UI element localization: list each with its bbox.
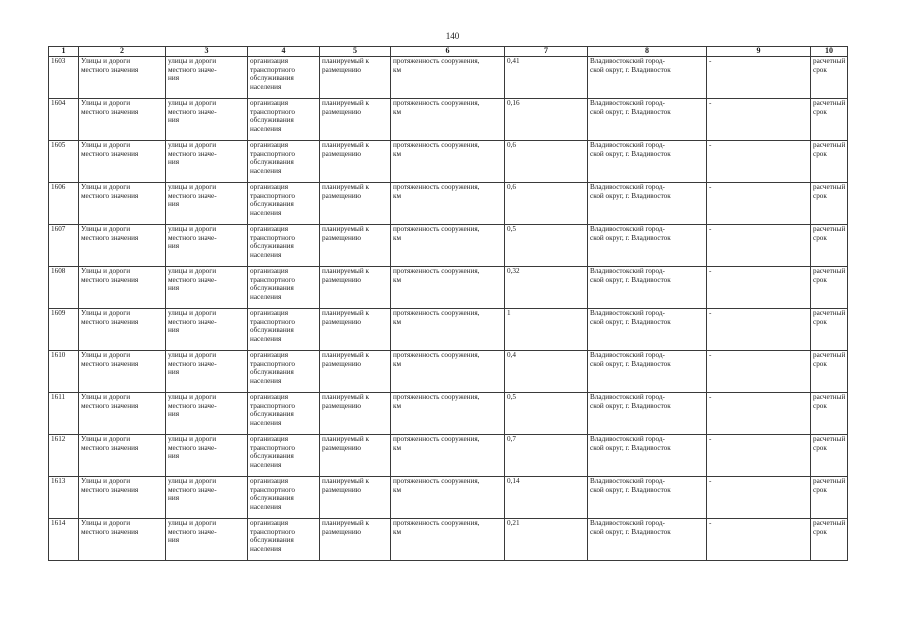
row-number-cell: 1610	[49, 351, 79, 393]
column-header: 4	[248, 47, 320, 57]
parameter-value-cell: 0,4	[505, 351, 588, 393]
object-purpose-cell: организация транспортного обслуживания населения	[248, 225, 320, 267]
term-cell: расчетный срок	[811, 141, 848, 183]
table-row	[49, 57, 848, 99]
zone-cell: -	[707, 141, 811, 183]
object-status-cell: планируемый к размещению	[320, 393, 391, 435]
row-number-cell: 1607	[49, 225, 79, 267]
object-kind-cell: улицы и дороги местного значе- ния	[166, 351, 248, 393]
parameter-name-cell: протяженность сооружения, км	[391, 183, 505, 225]
term-cell: расчетный срок	[811, 351, 848, 393]
object-status-cell: планируемый к размещению	[320, 435, 391, 477]
object-status-cell: планируемый к размещению	[320, 57, 391, 99]
object-status-cell: планируемый к размещению	[320, 225, 391, 267]
parameter-value-cell: 0,14	[505, 477, 588, 519]
table-row	[49, 99, 848, 141]
object-purpose-cell: организация транспортного обслуживания населения	[248, 309, 320, 351]
parameter-value-cell: 0,7	[505, 435, 588, 477]
term-cell: расчетный срок	[811, 99, 848, 141]
page-number: 140	[445, 31, 460, 41]
term-cell: расчетный срок	[811, 225, 848, 267]
parameter-name-cell: протяженность сооружения, км	[391, 519, 505, 561]
object-status-cell: планируемый к размещению	[320, 99, 391, 141]
object-kind-cell: улицы и дороги местного значе- ния	[166, 393, 248, 435]
object-category-cell: Улицы и дороги местного значения	[79, 57, 166, 99]
object-purpose-cell: организация транспортного обслуживания населения	[248, 267, 320, 309]
table-header-row	[49, 47, 848, 57]
location-cell: Владивостокский город- ской округ, г. Владивосток	[588, 477, 707, 519]
parameter-name-cell: протяженность сооружения, км	[391, 435, 505, 477]
location-cell: Владивостокский город- ской округ, г. Владивосток	[588, 393, 707, 435]
parameter-name-cell: протяженность сооружения, км	[391, 477, 505, 519]
zone-cell: -	[707, 267, 811, 309]
object-purpose-cell: организация транспортного обслуживания населения	[248, 141, 320, 183]
object-purpose-cell: организация транспортного обслуживания населения	[248, 99, 320, 141]
zone-cell: -	[707, 225, 811, 267]
column-header: 2	[79, 47, 166, 57]
table-row	[49, 309, 848, 351]
table-row	[49, 141, 848, 183]
object-kind-cell: улицы и дороги местного значе- ния	[166, 477, 248, 519]
object-category-cell: Улицы и дороги местного значения	[79, 393, 166, 435]
parameter-value-cell: 1	[505, 309, 588, 351]
object-category-cell: Улицы и дороги местного значения	[79, 225, 166, 267]
object-status-cell: планируемый к размещению	[320, 141, 391, 183]
table-row	[49, 225, 848, 267]
location-cell: Владивостокский город- ской округ, г. Владивосток	[588, 435, 707, 477]
row-number-cell: 1612	[49, 435, 79, 477]
row-number-cell: 1611	[49, 393, 79, 435]
object-purpose-cell: организация транспортного обслуживания населения	[248, 477, 320, 519]
parameter-value-cell: 0,6	[505, 183, 588, 225]
object-category-cell: Улицы и дороги местного значения	[79, 99, 166, 141]
object-status-cell: планируемый к размещению	[320, 519, 391, 561]
table-row	[49, 183, 848, 225]
zone-cell: -	[707, 351, 811, 393]
object-purpose-cell: организация транспортного обслуживания населения	[248, 351, 320, 393]
object-kind-cell: улицы и дороги местного значе- ния	[166, 519, 248, 561]
object-kind-cell: улицы и дороги местного значе- ния	[166, 267, 248, 309]
parameter-value-cell: 0,32	[505, 267, 588, 309]
location-cell: Владивостокский город- ской округ, г. Владивосток	[588, 225, 707, 267]
location-cell: Владивостокский город- ской округ, г. Владивосток	[588, 141, 707, 183]
object-category-cell: Улицы и дороги местного значения	[79, 309, 166, 351]
location-cell: Владивостокский город- ской округ, г. Владивосток	[588, 267, 707, 309]
object-kind-cell: улицы и дороги местного значе- ния	[166, 183, 248, 225]
row-number-cell: 1608	[49, 267, 79, 309]
row-number-cell: 1606	[49, 183, 79, 225]
object-purpose-cell: организация транспортного обслуживания населения	[248, 393, 320, 435]
object-purpose-cell: организация транспортного обслуживания населения	[248, 57, 320, 99]
object-status-cell: планируемый к размещению	[320, 477, 391, 519]
parameter-value-cell: 0,21	[505, 519, 588, 561]
object-category-cell: Улицы и дороги местного значения	[79, 351, 166, 393]
object-kind-cell: улицы и дороги местного значе- ния	[166, 435, 248, 477]
parameter-name-cell: протяженность сооружения, км	[391, 57, 505, 99]
column-header: 8	[588, 47, 707, 57]
term-cell: расчетный срок	[811, 393, 848, 435]
parameter-name-cell: протяженность сооружения, км	[391, 141, 505, 183]
object-purpose-cell: организация транспортного обслуживания населения	[248, 519, 320, 561]
object-kind-cell: улицы и дороги местного значе- ния	[166, 225, 248, 267]
row-number-cell: 1604	[49, 99, 79, 141]
table-body	[49, 57, 848, 561]
object-category-cell: Улицы и дороги местного значения	[79, 183, 166, 225]
term-cell: расчетный срок	[811, 57, 848, 99]
column-header: 1	[49, 47, 79, 57]
parameter-name-cell: протяженность сооружения, км	[391, 225, 505, 267]
object-kind-cell: улицы и дороги местного значе- ния	[166, 99, 248, 141]
object-status-cell: планируемый к размещению	[320, 267, 391, 309]
object-kind-cell: улицы и дороги местного значе- ния	[166, 141, 248, 183]
parameter-value-cell: 0,5	[505, 393, 588, 435]
location-cell: Владивостокский город- ской округ, г. Владивосток	[588, 309, 707, 351]
column-header: 7	[505, 47, 588, 57]
location-cell: Владивостокский город- ской округ, г. Владивосток	[588, 351, 707, 393]
parameter-name-cell: протяженность сооружения, км	[391, 393, 505, 435]
parameter-value-cell: 0,41	[505, 57, 588, 99]
object-category-cell: Улицы и дороги местного значения	[79, 477, 166, 519]
object-kind-cell: улицы и дороги местного значе- ния	[166, 57, 248, 99]
zone-cell: -	[707, 183, 811, 225]
zone-cell: -	[707, 99, 811, 141]
table-row	[49, 435, 848, 477]
row-number-cell: 1609	[49, 309, 79, 351]
table-row	[49, 519, 848, 561]
location-cell: Владивостокский город- ской округ, г. Владивосток	[588, 99, 707, 141]
term-cell: расчетный срок	[811, 519, 848, 561]
term-cell: расчетный срок	[811, 435, 848, 477]
table-row	[49, 351, 848, 393]
location-cell: Владивостокский город- ской округ, г. Владивосток	[588, 57, 707, 99]
parameter-name-cell: протяженность сооружения, км	[391, 351, 505, 393]
parameter-name-cell: протяженность сооружения, км	[391, 309, 505, 351]
object-purpose-cell: организация транспортного обслуживания населения	[248, 435, 320, 477]
column-header: 6	[391, 47, 505, 57]
column-header: 10	[811, 47, 848, 57]
parameter-value-cell: 0,6	[505, 141, 588, 183]
object-status-cell: планируемый к размещению	[320, 351, 391, 393]
row-number-cell: 1603	[49, 57, 79, 99]
object-category-cell: Улицы и дороги местного значения	[79, 519, 166, 561]
parameter-value-cell: 0,5	[505, 225, 588, 267]
object-status-cell: планируемый к размещению	[320, 183, 391, 225]
object-category-cell: Улицы и дороги местного значения	[79, 435, 166, 477]
parameter-value-cell: 0,16	[505, 99, 588, 141]
table-row	[49, 477, 848, 519]
location-cell: Владивостокский город- ской округ, г. Владивосток	[588, 183, 707, 225]
parameter-name-cell: протяженность сооружения, км	[391, 267, 505, 309]
term-cell: расчетный срок	[811, 267, 848, 309]
object-category-cell: Улицы и дороги местного значения	[79, 141, 166, 183]
object-category-cell: Улицы и дороги местного значения	[79, 267, 166, 309]
object-status-cell: планируемый к размещению	[320, 309, 391, 351]
column-header: 9	[707, 47, 811, 57]
row-number-cell: 1614	[49, 519, 79, 561]
zone-cell: -	[707, 393, 811, 435]
row-number-cell: 1605	[49, 141, 79, 183]
registry-table	[48, 46, 848, 561]
parameter-name-cell: протяженность сооружения, км	[391, 99, 505, 141]
zone-cell: -	[707, 519, 811, 561]
object-purpose-cell: организация транспортного обслуживания населения	[248, 183, 320, 225]
row-number-cell: 1613	[49, 477, 79, 519]
column-header: 3	[166, 47, 248, 57]
zone-cell: -	[707, 435, 811, 477]
term-cell: расчетный срок	[811, 309, 848, 351]
term-cell: расчетный срок	[811, 477, 848, 519]
zone-cell: -	[707, 477, 811, 519]
table-row	[49, 393, 848, 435]
column-header: 5	[320, 47, 391, 57]
location-cell: Владивостокский город- ской округ, г. Владивосток	[588, 519, 707, 561]
term-cell: расчетный срок	[811, 183, 848, 225]
object-kind-cell: улицы и дороги местного значе- ния	[166, 309, 248, 351]
table-row	[49, 267, 848, 309]
zone-cell: -	[707, 57, 811, 99]
zone-cell: -	[707, 309, 811, 351]
